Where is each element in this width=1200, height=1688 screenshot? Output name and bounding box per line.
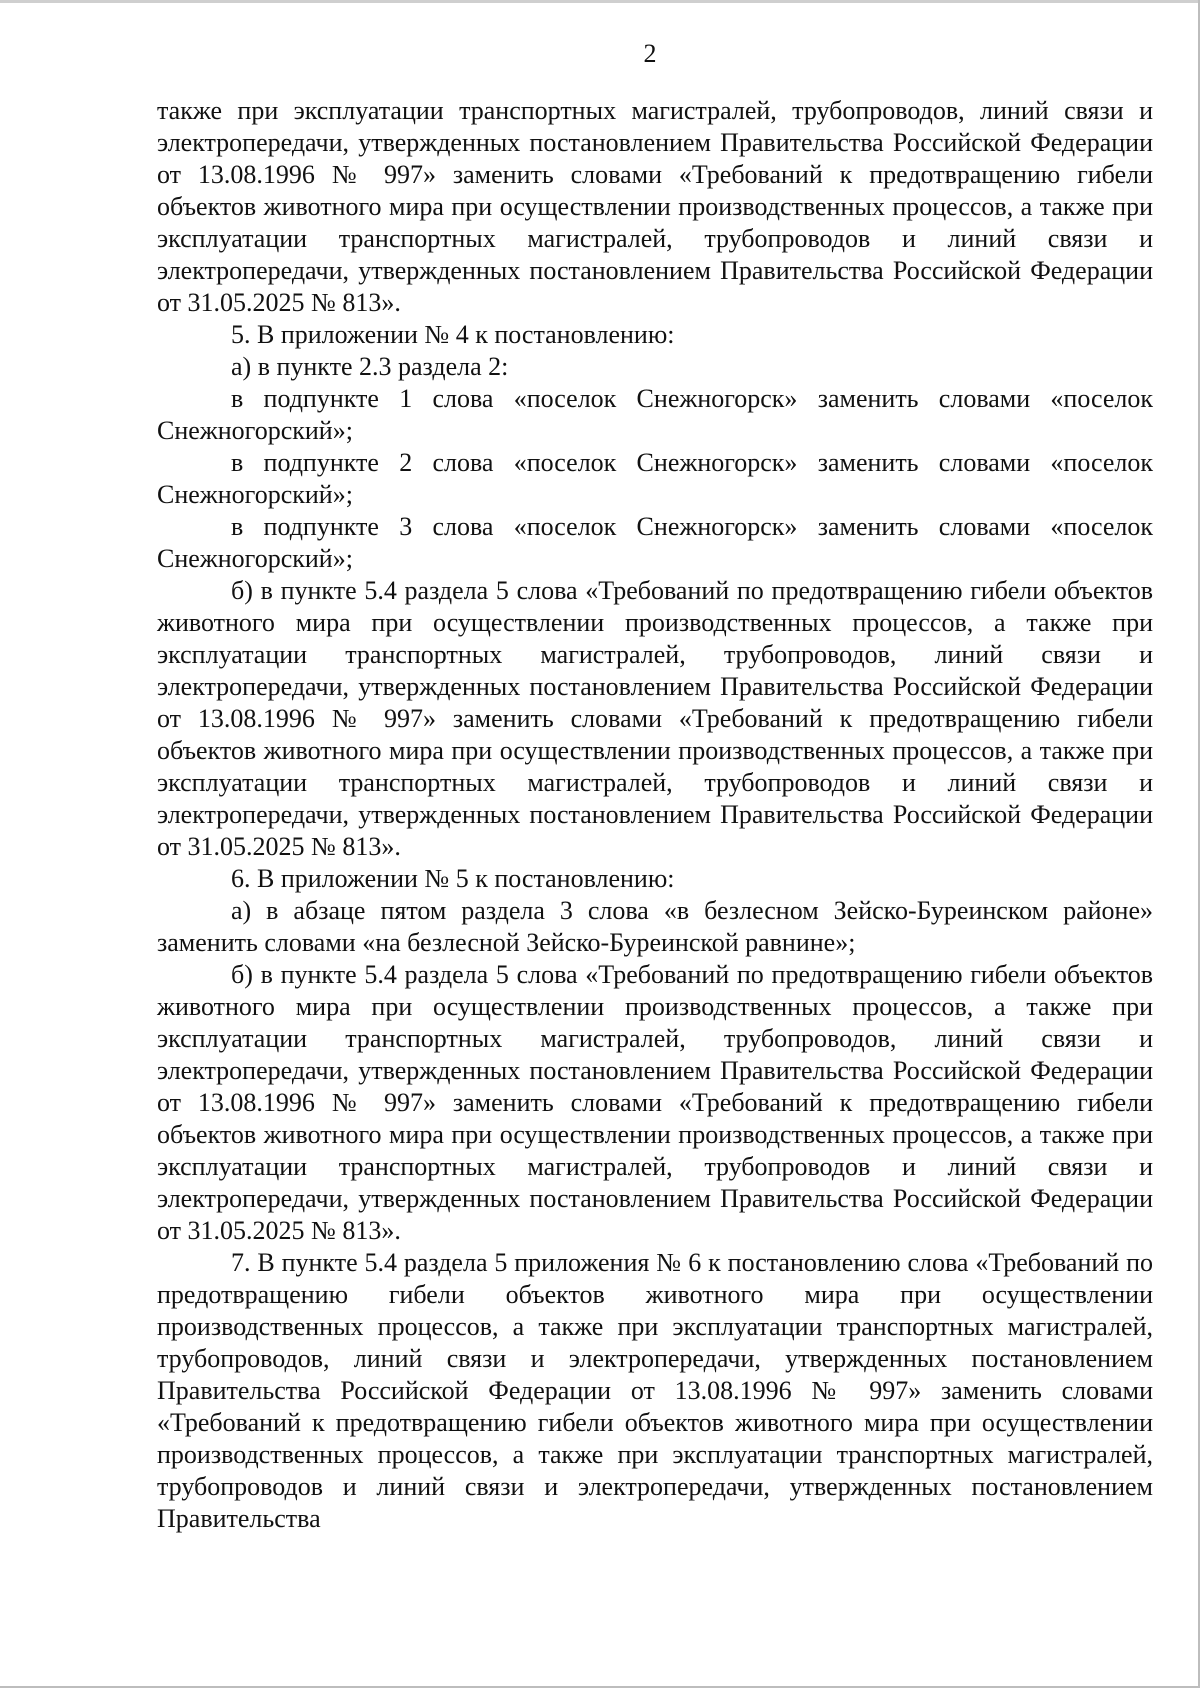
document-body [157, 95, 1153, 1535]
paragraph-subitem-2: в подпункте 2 слова «поселок Снежногорск» заменить словами «поселок Снежногорский»; [157, 448, 1153, 509]
page-number: 2 [643, 39, 657, 68]
paragraph-continuation: также при эксплуатации транспортных магистралей, трубопроводов, линий связи и электропередачи, утвержденных постановлением Правительства Российской Федерации от 13.08.1996 № 997» заменить словами «Требований к предотвращению гибели объектов животного мира при осуществлении производственных процессов, а также при эксплуатации транспортных магистралей, трубопроводов и линий связи и электропередачи, утвержденных постановлением Правительства Российской Федерации от 31.05.2025 № 813». [157, 96, 1153, 317]
paragraph-item-5: 5. В приложении № 4 к постановлению: [231, 320, 675, 349]
paragraph-item-6: 6. В приложении № 5 к постановлению: [231, 864, 675, 893]
paragraph-subitem-3: в подпункте 3 слова «поселок Снежногорск» заменить словами «поселок Снежногорский»; [157, 512, 1153, 573]
paragraph-item-5b: б) в пункте 5.4 раздела 5 слова «Требований по предотвращению гибели объектов животного мира при осуществлении производственных процессов, а также при эксплуатации транспортных магистралей, трубопроводов, линий связи и электропередачи, утвержденных постановлением Правительства Российской Федерации от 13.08.1996 № 997» заменить словами «Требований к предотвращению гибели объектов животного мира при осуществлении производственных процессов, а также при эксплуатации транспортных магистралей, трубопроводов и линий связи и электропередачи, утвержденных постановлением Правительства Российской Федерации от 31.05.2025 № 813». [157, 576, 1153, 861]
paragraph-item-7: 7. В пункте 5.4 раздела 5 приложения № 6 к постановлению слова «Требований по предотвращению гибели объектов животного мира при осуществлении производственных процессов, а также при эксплуатации транспортных магистралей, трубопроводов, линий связи и электропередачи, утвержденных постановлением Правительства Российской Федерации от 13.08.1996 № 997» заменить словами «Требований к предотвращению гибели объектов животного мира при осуществлении производственных процессов, а также при эксплуатации транспортных магистралей, трубопроводов и линий связи и электропередачи, утвержденных постановлением Правительства [157, 1248, 1153, 1533]
scan-top-edge [0, 0, 1200, 3]
paragraph-item-6a: а) в абзаце пятом раздела 3 слова «в безлесном Зейско-Буреинском районе» заменить словами «на безлесной Зейско-Буреинской равнине»; [157, 896, 1153, 957]
paragraph-subitem-1: в подпункте 1 слова «поселок Снежногорск» заменить словами «поселок Снежногорский»; [157, 384, 1153, 445]
paragraph-item-5a: а) в пункте 2.3 раздела 2: [231, 352, 509, 381]
paragraph-item-6b: б) в пункте 5.4 раздела 5 слова «Требований по предотвращению гибели объектов животного мира при осуществлении производственных процессов, а также при эксплуатации транспортных магистралей, трубопроводов, линий связи и электропередачи, утвержденных постановлением Правительства Российской Федерации от 13.08.1996 № 997» заменить словами «Требований к предотвращению гибели объектов животного мира при осуществлении производственных процессов, а также при эксплуатации транспортных магистралей, трубопроводов и линий связи и электропередачи, утвержденных постановлением Правительства Российской Федерации от 31.05.2025 № 813». [157, 960, 1153, 1245]
